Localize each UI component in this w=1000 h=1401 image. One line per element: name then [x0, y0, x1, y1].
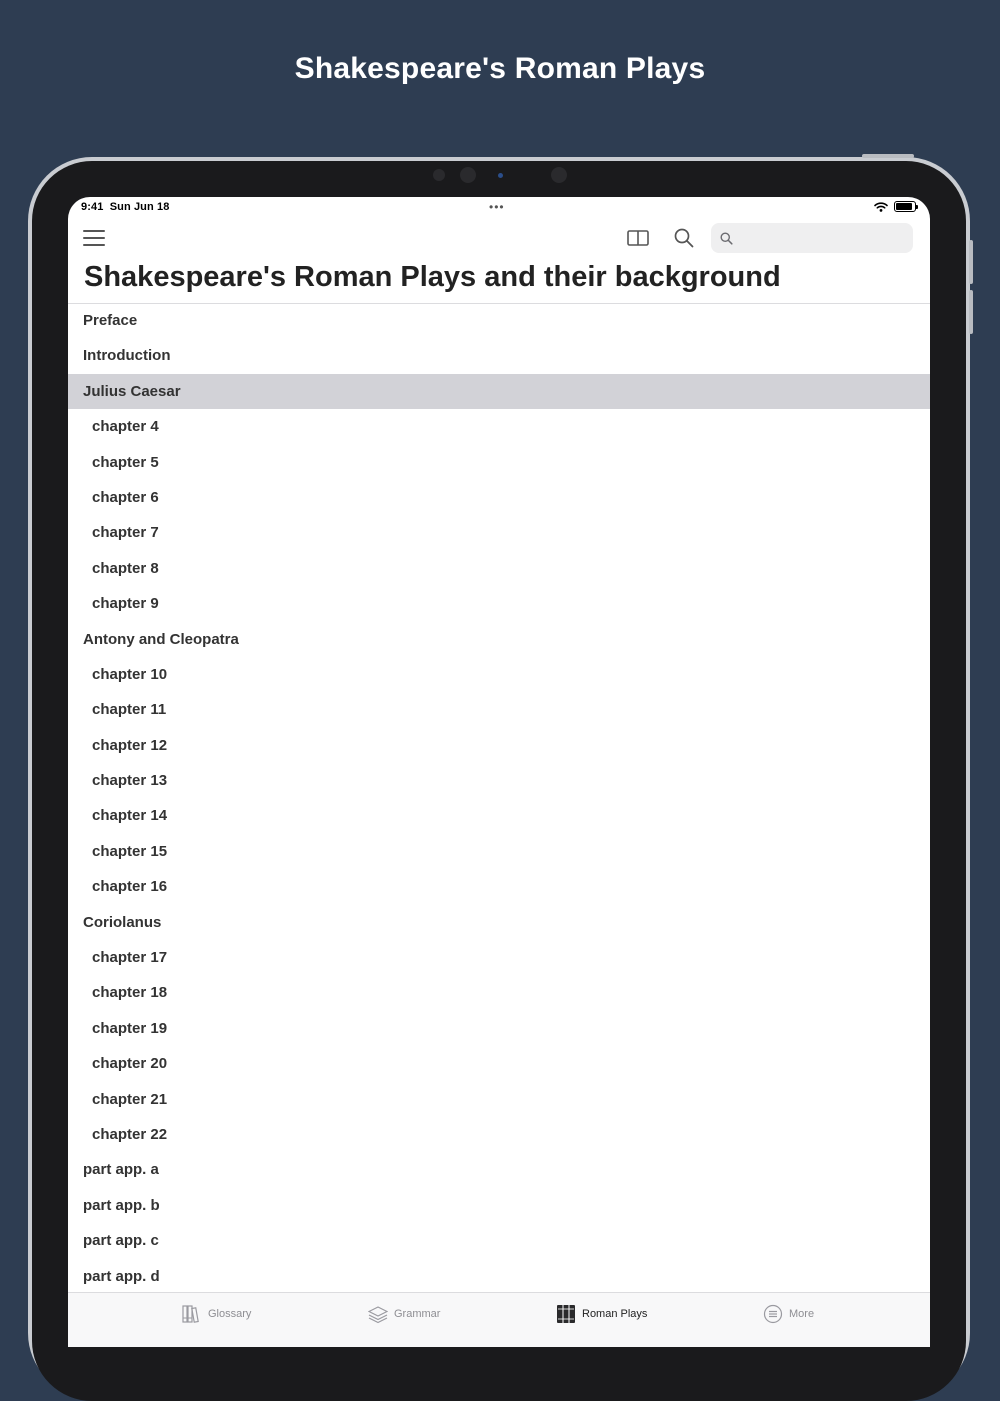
tab-grammar[interactable] — [368, 1304, 440, 1324]
toc-chapter-item[interactable]: chapter 22 — [92, 1125, 168, 1143]
grammar-icon — [368, 1304, 388, 1324]
toc-chapter-item[interactable]: chapter 19 — [92, 1019, 168, 1037]
toc-section-item[interactable]: part app. d — [83, 1267, 160, 1285]
toc-chapter-item[interactable]: chapter 18 — [92, 984, 168, 1002]
tab-glossary[interactable] — [182, 1304, 251, 1324]
search-field[interactable] — [711, 223, 913, 253]
toc-section-item[interactable]: part app. b — [83, 1196, 160, 1214]
toc-chapter-item[interactable]: chapter 9 — [92, 595, 159, 613]
toc-chapter-item[interactable]: chapter 10 — [92, 665, 168, 683]
toc-section-item[interactable]: part app. c — [83, 1232, 159, 1250]
toc-chapter-item[interactable]: chapter 7 — [92, 524, 159, 542]
toc-section-item[interactable]: Coriolanus — [83, 913, 162, 931]
glossary-icon — [182, 1304, 202, 1324]
toc-section-item[interactable]: Introduction — [83, 347, 171, 365]
toc-chapter-item[interactable]: chapter 6 — [92, 488, 159, 506]
tab-more-label: More — [789, 1308, 815, 1320]
toc-chapter-item[interactable]: chapter 17 — [92, 949, 168, 967]
battery-icon — [894, 201, 916, 212]
camera-sensor-icon — [433, 169, 445, 181]
table-of-contents — [68, 303, 930, 1294]
tab-grammar-label: Grammar — [394, 1308, 441, 1320]
search-icon[interactable] — [672, 226, 696, 250]
toc-chapter-item[interactable]: chapter 13 — [92, 772, 168, 790]
multitasking-dots-icon[interactable]: ••• — [489, 200, 505, 214]
more-icon — [763, 1304, 783, 1324]
camera-flash-icon — [551, 167, 567, 183]
camera-indicator-icon — [498, 173, 503, 178]
toolbar — [68, 221, 930, 257]
toc-section-item[interactable]: Antony and Cleopatra — [83, 630, 239, 648]
status-bar — [68, 197, 930, 217]
search-input[interactable] — [740, 229, 904, 247]
book-open-icon[interactable] — [626, 226, 650, 250]
tab-roman-plays-label: Roman Plays — [582, 1308, 648, 1320]
promo-title: Shakespeare's Roman Plays — [294, 52, 706, 85]
toc-chapter-item[interactable]: chapter 4 — [92, 418, 159, 436]
page-title: Shakespeare's Roman Plays and their background — [84, 261, 781, 293]
toc-section-item[interactable]: Julius Caesar — [68, 374, 930, 409]
toc-section-item[interactable]: Preface — [83, 312, 138, 329]
toc-chapter-item[interactable]: chapter 15 — [92, 842, 168, 860]
status-indicators — [874, 201, 916, 212]
device-top-button — [862, 154, 914, 158]
toc-chapter-item[interactable]: chapter 21 — [92, 1090, 168, 1108]
roman-plays-icon — [556, 1304, 576, 1324]
tab-roman-plays[interactable] — [556, 1304, 647, 1324]
toc-chapter-item[interactable]: chapter 5 — [92, 453, 159, 471]
device-volume-up-button — [969, 240, 973, 284]
tab-bar — [68, 1292, 930, 1347]
tab-more[interactable] — [763, 1304, 814, 1324]
camera-lens-icon — [460, 167, 476, 183]
toc-chapter-item[interactable]: chapter 20 — [92, 1055, 168, 1073]
toc-section-item[interactable]: part app. a — [83, 1161, 159, 1179]
toc-chapter-item[interactable]: chapter 14 — [92, 807, 168, 825]
tab-glossary-label: Glossary — [208, 1308, 252, 1320]
hamburger-icon[interactable] — [83, 230, 105, 246]
device-volume-down-button — [969, 290, 973, 334]
toc-chapter-item[interactable]: chapter 12 — [92, 736, 168, 754]
search-field-icon — [719, 231, 734, 246]
wifi-icon — [874, 202, 888, 212]
status-time: 9:41 Sun Jun 18 — [81, 201, 170, 213]
app-screen — [68, 197, 930, 1347]
toc-chapter-item[interactable]: chapter 8 — [92, 559, 159, 577]
toc-chapter-item[interactable]: chapter 11 — [92, 701, 167, 719]
toc-chapter-item[interactable]: chapter 16 — [92, 878, 168, 896]
